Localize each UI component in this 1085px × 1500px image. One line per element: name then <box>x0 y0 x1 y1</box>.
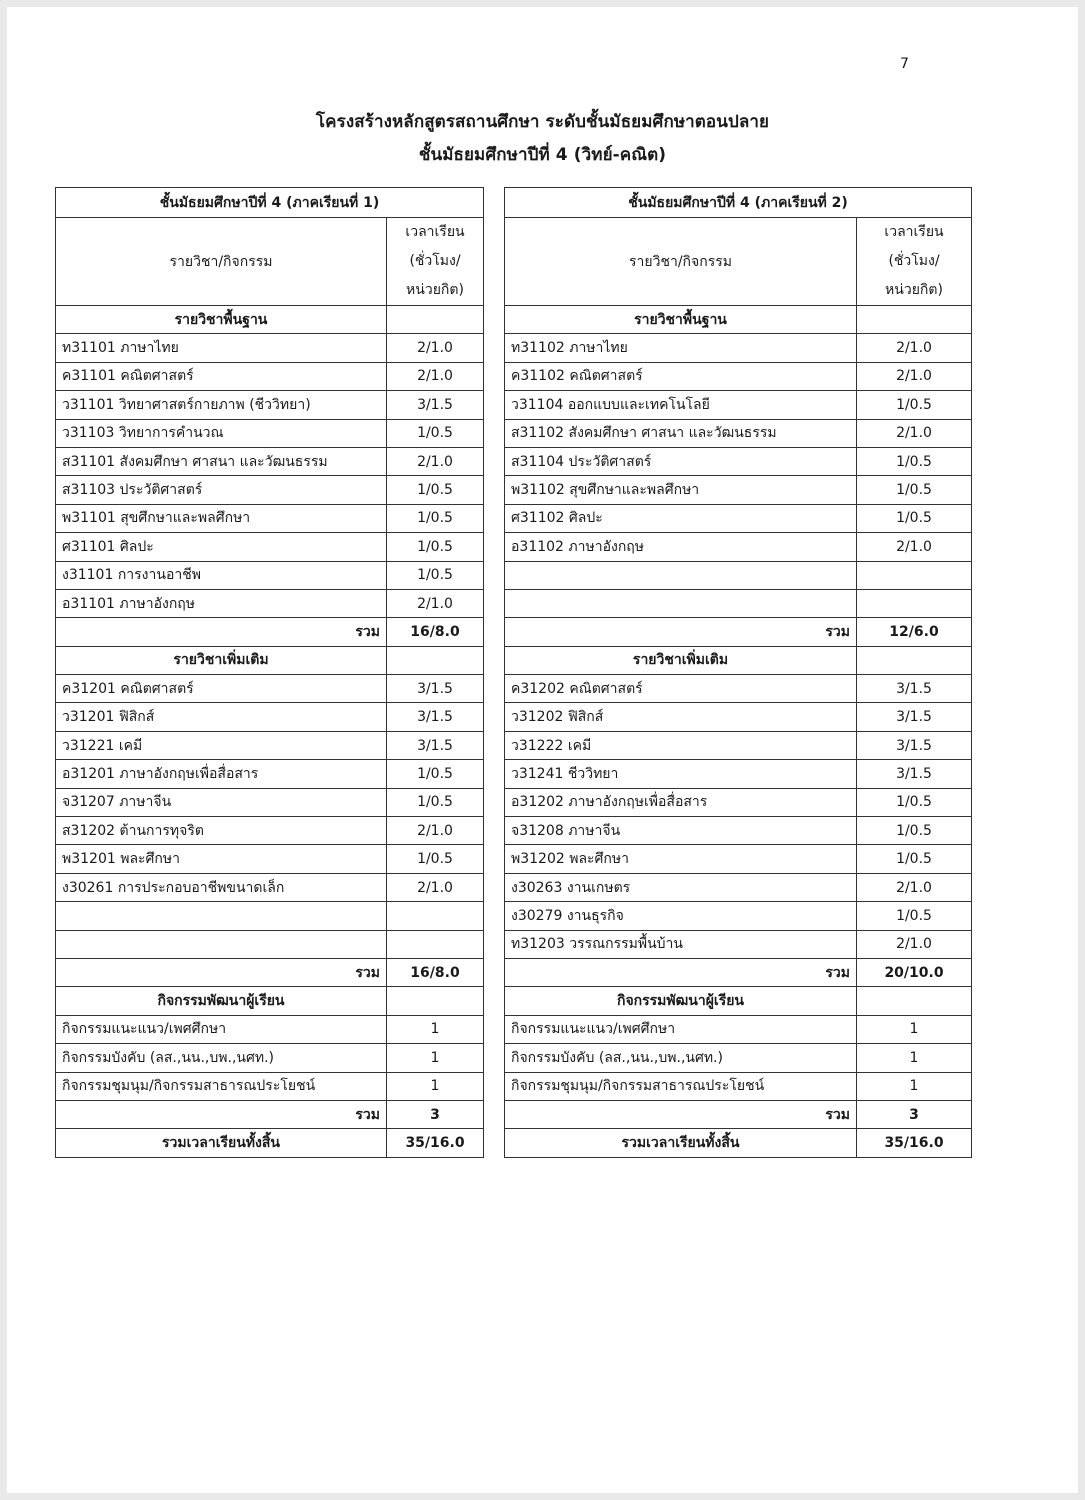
section-title-row <box>505 646 972 674</box>
grand-total-label: รวมเวลาเรียนทั้งสิ้น <box>56 1129 387 1157</box>
section-total-label: รวม <box>56 1100 387 1128</box>
grand-total-row <box>56 1129 484 1157</box>
section-total-label: รวม <box>505 618 857 646</box>
table-row <box>505 873 972 901</box>
subject-cell: ค31102 คณิตศาสตร์ <box>505 362 857 390</box>
term-header: ชั้นมัธยมศึกษาปีที่ 4 (ภาคเรียนที่ 2) <box>505 188 972 218</box>
table-row <box>505 391 972 419</box>
table-row <box>505 476 972 504</box>
section-total-value: 16/8.0 <box>387 618 484 646</box>
section-title: รายวิชาเพิ่มเติม <box>505 646 857 674</box>
hours-cell: 3/1.5 <box>387 703 484 731</box>
table-row <box>56 902 484 930</box>
hours-cell: 2/1.0 <box>857 533 972 561</box>
section-title: รายวิชาพื้นฐาน <box>56 306 387 334</box>
term-header-row <box>505 188 972 218</box>
section-total-row <box>56 618 484 646</box>
subject-cell: ว31103 วิทยาการคำนวณ <box>56 419 387 447</box>
section-title-row <box>56 646 484 674</box>
section-total-row <box>505 1100 972 1128</box>
table-row <box>56 703 484 731</box>
section-title-row <box>56 306 484 334</box>
table-row <box>56 788 484 816</box>
hours-cell <box>857 589 972 617</box>
section-total-label: รวม <box>56 958 387 986</box>
hours-cell: 1/0.5 <box>857 845 972 873</box>
table-row <box>505 1072 972 1100</box>
subject-cell: ค31202 คณิตศาสตร์ <box>505 675 857 703</box>
subject-cell: ว31101 วิทยาศาสตร์กายภาพ (ชีววิทยา) <box>56 391 387 419</box>
subject-cell: ง30263 งานเกษตร <box>505 873 857 901</box>
hours-cell: 1 <box>857 1015 972 1043</box>
grand-total-value: 35/16.0 <box>857 1129 972 1157</box>
subject-cell: ท31101 ภาษาไทย <box>56 334 387 362</box>
section-total-value: 3 <box>857 1100 972 1128</box>
table-row <box>505 447 972 475</box>
hours-header-line: เวลาเรียน <box>884 224 944 240</box>
table-row <box>56 1072 484 1100</box>
subject-cell: พ31101 สุขศึกษาและพลศึกษา <box>56 504 387 532</box>
column-header-row <box>505 218 972 306</box>
table-row <box>505 362 972 390</box>
table-row <box>505 1044 972 1072</box>
hours-header-line: เวลาเรียน <box>405 224 465 240</box>
subject-cell: ว31241 ชีววิทยา <box>505 760 857 788</box>
section-title-spacer <box>387 306 484 334</box>
hours-cell: 1/0.5 <box>387 419 484 447</box>
table-row <box>505 817 972 845</box>
table-row <box>56 533 484 561</box>
hours-cell <box>387 930 484 958</box>
table-row <box>505 334 972 362</box>
table-row <box>505 675 972 703</box>
table-row <box>56 675 484 703</box>
hours-cell: 1/0.5 <box>387 760 484 788</box>
subject-cell: อ31101 ภาษาอังกฤษ <box>56 589 387 617</box>
section-total-label: รวม <box>56 618 387 646</box>
subject-cell: ว31104 ออกแบบและเทคโนโลยี <box>505 391 857 419</box>
hours-cell: 1 <box>387 1044 484 1072</box>
hours-cell: 2/1.0 <box>387 589 484 617</box>
hours-cell: 3/1.5 <box>857 731 972 759</box>
hours-cell: 3/1.5 <box>857 675 972 703</box>
section-total-row <box>505 618 972 646</box>
section-title-spacer <box>857 646 972 674</box>
section-title-row <box>505 987 972 1015</box>
section-title-spacer <box>387 646 484 674</box>
subject-cell: พ31202 พละศึกษา <box>505 845 857 873</box>
hours-cell: 2/1.0 <box>387 817 484 845</box>
subject-cell: ว31222 เคมี <box>505 731 857 759</box>
table-row <box>56 1044 484 1072</box>
table-row <box>505 504 972 532</box>
section-title-row <box>505 306 972 334</box>
subject-cell: จ31208 ภาษาจีน <box>505 817 857 845</box>
document-title: โครงสร้างหลักสูตรสถานศึกษา ระดับชั้นมัธยมศึกษาตอนปลาย <box>315 112 770 132</box>
page-number: 7 <box>900 56 909 72</box>
table-row <box>505 902 972 930</box>
hours-header-line: (ชั่วโมง/ <box>409 253 461 269</box>
grand-total-value: 35/16.0 <box>387 1129 484 1157</box>
subject-cell: ว31221 เคมี <box>56 731 387 759</box>
table-row <box>505 419 972 447</box>
hours-cell: 1/0.5 <box>857 447 972 475</box>
table-row <box>505 930 972 958</box>
hours-cell: 1/0.5 <box>387 533 484 561</box>
subject-column-header: รายวิชา/กิจกรรม <box>505 218 857 306</box>
subject-cell: อ31202 ภาษาอังกฤษเพื่อสื่อสาร <box>505 788 857 816</box>
subject-cell: ค31101 คณิตศาสตร์ <box>56 362 387 390</box>
table-row <box>56 873 484 901</box>
hours-cell: 2/1.0 <box>857 334 972 362</box>
hours-cell: 2/1.0 <box>857 930 972 958</box>
table-row <box>56 504 484 532</box>
section-total-value: 16/8.0 <box>387 958 484 986</box>
section-title-spacer <box>857 987 972 1015</box>
table-row <box>505 533 972 561</box>
table-row <box>505 788 972 816</box>
section-title: รายวิชาพื้นฐาน <box>505 306 857 334</box>
hours-cell: 1 <box>857 1072 972 1100</box>
subject-cell: ว31201 ฟิสิกส์ <box>56 703 387 731</box>
table-row <box>56 731 484 759</box>
hours-cell: 2/1.0 <box>857 873 972 901</box>
column-header-row <box>56 218 484 306</box>
subject-cell: ง31101 การงานอาชีพ <box>56 561 387 589</box>
table-row <box>505 561 972 589</box>
table-row <box>56 845 484 873</box>
subject-cell: กิจกรรมชุมนุม/กิจกรรมสาธารณประโยชน์ <box>505 1072 857 1100</box>
table-row <box>56 476 484 504</box>
subject-cell: ท31203 วรรณกรรมพื้นบ้าน <box>505 930 857 958</box>
table-row <box>56 419 484 447</box>
hours-cell: 1/0.5 <box>857 391 972 419</box>
table-row <box>56 930 484 958</box>
hours-cell: 2/1.0 <box>387 362 484 390</box>
subject-cell: ส31103 ประวัติศาสตร์ <box>56 476 387 504</box>
table-row <box>505 731 972 759</box>
subject-cell: ศ31101 ศิลปะ <box>56 533 387 561</box>
subject-cell: ศ31102 ศิลปะ <box>505 504 857 532</box>
subject-cell: ส31101 สังคมศึกษา ศาสนา และวัฒนธรรม <box>56 447 387 475</box>
section-title: กิจกรรมพัฒนาผู้เรียน <box>505 987 857 1015</box>
hours-cell: 2/1.0 <box>387 873 484 901</box>
hours-cell <box>857 561 972 589</box>
hours-column-header <box>857 218 972 306</box>
section-title: รายวิชาเพิ่มเติม <box>56 646 387 674</box>
hours-cell: 3/1.5 <box>387 731 484 759</box>
section-title: กิจกรรมพัฒนาผู้เรียน <box>56 987 387 1015</box>
hours-cell: 1/0.5 <box>857 504 972 532</box>
hours-cell: 1 <box>387 1072 484 1100</box>
section-total-label: รวม <box>505 1100 857 1128</box>
hours-cell: 2/1.0 <box>387 447 484 475</box>
subject-cell: ค31201 คณิตศาสตร์ <box>56 675 387 703</box>
section-title-row <box>56 987 484 1015</box>
table-row <box>56 362 484 390</box>
table-row <box>56 760 484 788</box>
subject-column-header: รายวิชา/กิจกรรม <box>56 218 387 306</box>
subject-cell: พ31102 สุขศึกษาและพลศึกษา <box>505 476 857 504</box>
table-row <box>505 589 972 617</box>
grand-total-label: รวมเวลาเรียนทั้งสิ้น <box>505 1129 857 1157</box>
table-row <box>56 1015 484 1043</box>
table-row <box>56 817 484 845</box>
hours-cell: 3/1.5 <box>387 391 484 419</box>
hours-cell: 1 <box>857 1044 972 1072</box>
subject-cell <box>505 561 857 589</box>
hours-cell: 3/1.5 <box>857 703 972 731</box>
section-total-row <box>56 958 484 986</box>
subject-cell: ส31202 ต้านการทุจริต <box>56 817 387 845</box>
table-row <box>56 447 484 475</box>
term-header-row <box>56 188 484 218</box>
table-row <box>505 760 972 788</box>
term-2-table <box>504 187 972 1158</box>
subject-cell: ง30261 การประกอบอาชีพขนาดเล็ก <box>56 873 387 901</box>
table-row <box>56 589 484 617</box>
hours-cell: 1/0.5 <box>387 561 484 589</box>
table-row <box>505 1015 972 1043</box>
subject-cell <box>505 589 857 617</box>
hours-column-header <box>387 218 484 306</box>
subject-cell: ท31102 ภาษาไทย <box>505 334 857 362</box>
hours-cell: 3/1.5 <box>857 760 972 788</box>
section-title-spacer <box>387 987 484 1015</box>
subject-cell: กิจกรรมบังคับ (ลส.,นน.,บพ.,นศท.) <box>56 1044 387 1072</box>
subject-cell <box>56 902 387 930</box>
hours-cell: 3/1.5 <box>387 675 484 703</box>
hours-header-line: (ชั่วโมง/ <box>888 253 940 269</box>
section-total-value: 20/10.0 <box>857 958 972 986</box>
subject-cell: จ31207 ภาษาจีน <box>56 788 387 816</box>
subject-cell: ว31202 ฟิสิกส์ <box>505 703 857 731</box>
subject-cell: อ31201 ภาษาอังกฤษเพื่อสื่อสาร <box>56 760 387 788</box>
hours-cell: 2/1.0 <box>387 334 484 362</box>
hours-cell: 1 <box>387 1015 484 1043</box>
hours-cell: 2/1.0 <box>857 419 972 447</box>
table-row <box>56 561 484 589</box>
term-header: ชั้นมัธยมศึกษาปีที่ 4 (ภาคเรียนที่ 1) <box>56 188 484 218</box>
table-row <box>56 391 484 419</box>
section-total-row <box>505 958 972 986</box>
subject-cell: ง30279 งานธุรกิจ <box>505 902 857 930</box>
grand-total-row <box>505 1129 972 1157</box>
table-row <box>505 703 972 731</box>
subject-cell: พ31201 พละศึกษา <box>56 845 387 873</box>
subject-cell <box>56 930 387 958</box>
section-total-value: 3 <box>387 1100 484 1128</box>
subject-cell: กิจกรรมแนะแนว/เพศศึกษา <box>56 1015 387 1043</box>
hours-cell: 1/0.5 <box>857 476 972 504</box>
hours-cell: 1/0.5 <box>387 788 484 816</box>
document-subtitle: ชั้นมัธยมศึกษาปีที่ 4 (วิทย์-คณิต) <box>418 145 667 165</box>
table-row <box>505 845 972 873</box>
subject-cell: ส31102 สังคมศึกษา ศาสนา และวัฒนธรรม <box>505 419 857 447</box>
hours-header-line: หน่วยกิต) <box>406 282 464 298</box>
hours-cell: 1/0.5 <box>387 504 484 532</box>
subject-cell: ส31104 ประวัติศาสตร์ <box>505 447 857 475</box>
section-total-label: รวม <box>505 958 857 986</box>
hours-cell: 1/0.5 <box>387 845 484 873</box>
table-row <box>56 334 484 362</box>
term-1-table <box>55 187 484 1158</box>
subject-cell: อ31102 ภาษาอังกฤษ <box>505 533 857 561</box>
hours-cell: 1/0.5 <box>387 476 484 504</box>
hours-cell <box>387 902 484 930</box>
subject-cell: กิจกรรมชุมนุม/กิจกรรมสาธารณประโยชน์ <box>56 1072 387 1100</box>
hours-cell: 2/1.0 <box>857 362 972 390</box>
subject-cell: กิจกรรมแนะแนว/เพศศึกษา <box>505 1015 857 1043</box>
section-title-spacer <box>857 306 972 334</box>
hours-cell: 1/0.5 <box>857 902 972 930</box>
hours-cell: 1/0.5 <box>857 817 972 845</box>
subject-cell: กิจกรรมบังคับ (ลส.,นน.,บพ.,นศท.) <box>505 1044 857 1072</box>
hours-cell: 1/0.5 <box>857 788 972 816</box>
section-total-row <box>56 1100 484 1128</box>
section-total-value: 12/6.0 <box>857 618 972 646</box>
hours-header-line: หน่วยกิต) <box>885 282 943 298</box>
